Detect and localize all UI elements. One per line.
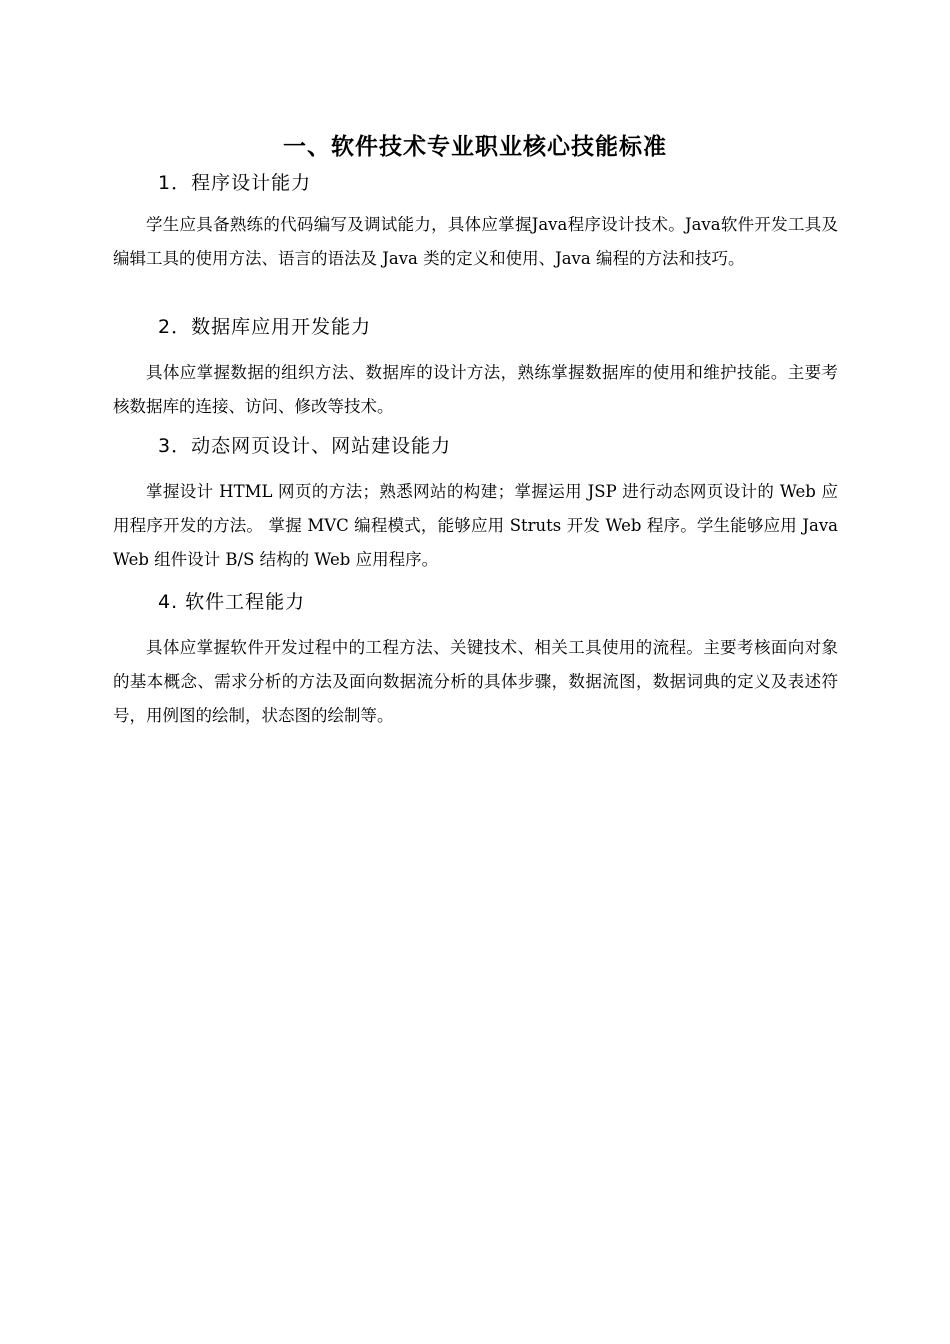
section-heading: 3．动态网页设计、网站建设能力 (158, 435, 452, 457)
document-title: 一、软件技术专业职业核心技能标准 (283, 134, 667, 161)
section-heading: 4. 软件工程能力 (158, 591, 306, 613)
section-body: 具体应掌握软件开发过程中的工程方法、关键技术、相关工具使用的流程。主要考核面向对象的基本概念、需求分析的方法及面向数据流分析的具体步骤，数据流图，数据词典的定义及表述符号，用例图的绘制，状态图的绘制等。 (113, 638, 838, 725)
section-body: 具体应掌握数据的组织方法、数据库的设计方法，熟练掌握数据库的使用和维护技能。主要考核数据库的连接、访问、修改等技术。 (113, 363, 838, 416)
section-web-design (113, 431, 838, 577)
section-heading: 1．程序设计能力 (158, 172, 312, 194)
section-database (113, 312, 838, 424)
section-heading: 2．数据库应用开发能力 (158, 316, 372, 338)
section-software-engineering (113, 587, 838, 733)
section-body: 学生应具备熟练的代码编写及调试能力，具体应掌握Java程序设计技术。Java软件开发工具及编辑工具的使用方法、语言的语法及 Java 类的定义和使用、Java 编程的方法和技巧。 (113, 215, 838, 268)
section-programming (113, 168, 838, 276)
section-body: 掌握设计 HTML 网页的方法；熟悉网站的构建；掌握运用 JSP 进行动态网页设计的 Web 应用程序开发的方法。 掌握 MVC 编程模式，能够应用 Struts 开发 Web 程序。学生能够应用 Java Web 组件设计 B/S 结构的 Web 应用程序。 (113, 482, 838, 569)
